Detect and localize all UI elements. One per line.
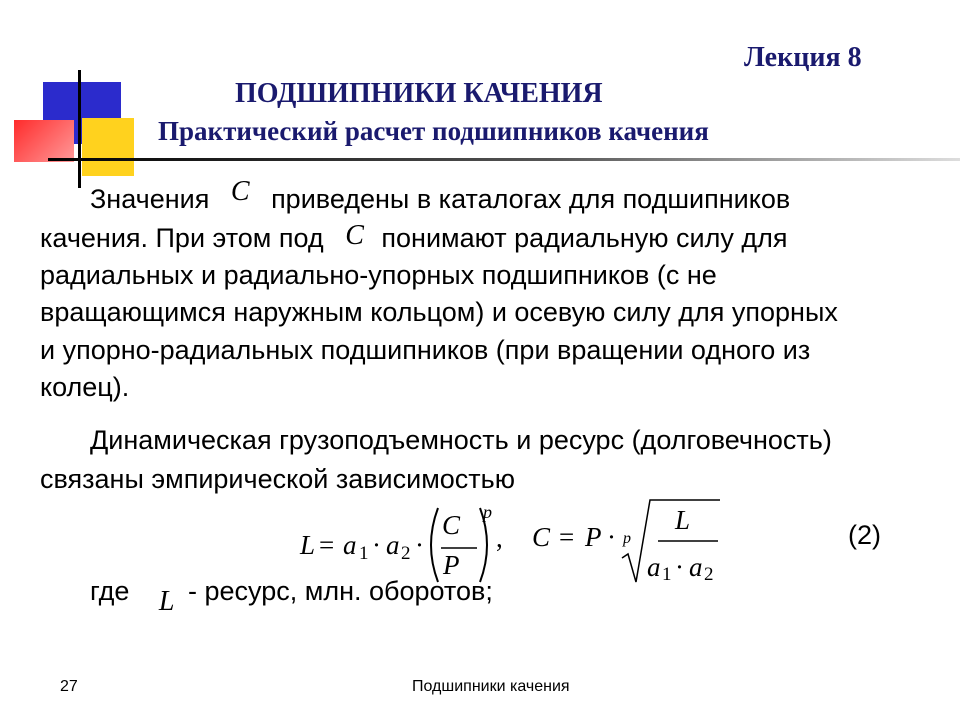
formula-number: (2): [848, 520, 881, 550]
p1-line3: радиальных и радиально-упорных подшипников (с не: [40, 260, 717, 290]
formula-a2: a: [386, 530, 400, 560]
formula-C-num: C: [442, 510, 461, 540]
p2-line1: Динамическая грузоподъемность и ресурс (долговечность): [90, 425, 832, 455]
text: понимают радиальную силу для: [381, 223, 788, 253]
formula-a2-den: a: [689, 552, 703, 582]
var-c: C: [345, 220, 364, 251]
text: приведены в каталогах для подшипников: [271, 184, 791, 214]
formula-a1: a: [343, 530, 357, 560]
p1-line2: [40, 219, 787, 258]
formula-sub1-den: 1: [662, 564, 672, 585]
formula-sub2-den: 2: [704, 564, 714, 585]
formula-eq2: =: [559, 522, 575, 552]
p1-line1: [90, 176, 791, 219]
var-c: C: [230, 176, 250, 207]
p1-line4: вращающимся наружным кольцом) и осевую силу для упорных: [40, 297, 838, 327]
formula-a1-den: a: [647, 552, 661, 582]
formula-P: P: [585, 522, 602, 552]
logo-red-square: [14, 120, 74, 162]
logo-vertical-line: [78, 70, 81, 188]
page-title: ПОДШИПНИКИ КАЧЕНИЯ: [235, 78, 603, 109]
formula-root-index: p: [623, 530, 631, 547]
lecture-label: Лекция 8: [744, 42, 862, 73]
formula-dot3: ·: [607, 522, 616, 552]
formula-sub2: 2: [401, 543, 411, 564]
var-l: L: [158, 586, 175, 617]
p2-line2: связаны эмпирической зависимостью: [40, 464, 515, 494]
header-divider: [48, 158, 960, 161]
p1-line5: и упорно-радиальных подшипников (при вращении одного из: [40, 335, 811, 365]
formula-comma: ,: [496, 523, 503, 553]
formula-dot-den: ·: [675, 552, 684, 582]
formula-sub1: 1: [359, 543, 369, 564]
formula-L-num: L: [675, 505, 691, 535]
page-subtitle: Практический расчет подшипников качения: [158, 116, 709, 146]
formula-C: C: [532, 522, 551, 552]
formula-dot2: ·: [415, 530, 424, 560]
formula-eq: =: [319, 530, 335, 560]
page-number: 27: [60, 678, 78, 695]
formula-exp-p: p: [483, 502, 492, 522]
formula-dot1: ·: [372, 530, 381, 560]
text: качения. При этом под: [40, 223, 324, 253]
formula-P-den: P: [443, 550, 460, 580]
text: - ресурс, млн. оборотов;: [188, 576, 493, 606]
p1-line6: колец).: [40, 372, 130, 402]
footer-title: Подшипники качения: [412, 678, 570, 695]
text: Значения: [90, 184, 210, 214]
logo-yellow-square: [82, 118, 134, 176]
formula-L: L: [300, 530, 316, 560]
text: где: [90, 576, 130, 606]
where-line: [90, 572, 493, 617]
